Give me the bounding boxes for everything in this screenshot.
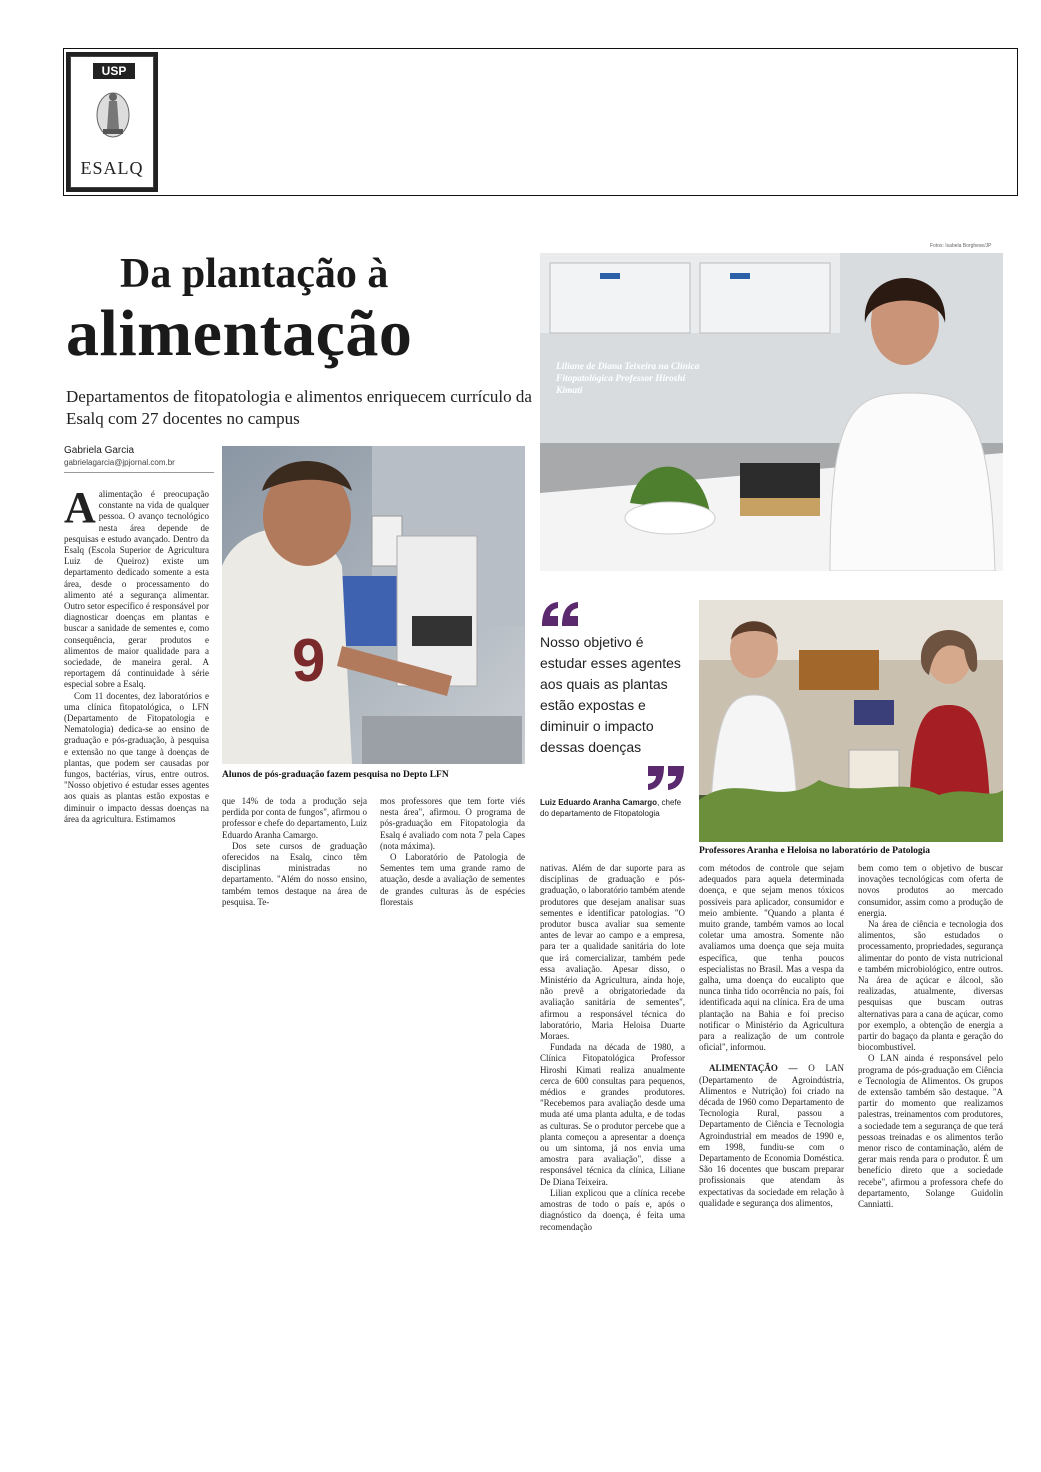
article-paragraph: com métodos de controle que sejam adequados para aquela determinada doença, e que sejam menos tóxicos possíveis para aplicador, consumidor e meio ambiente. "Quando a planta é muito grande, também vamos ao local coletar uma amostra. Somente não avaliamos uma doença que seja muita específica, que tenha poucos especialistas no Brasil. Mas a vespa da galha, uma doença do eucalipto que nunca tinha tido ocorrência no país, foi identificada aqui na clínica. Era de uma plantação na Bahia e foi preciso notificar o Ministério da Agricultura para a realização de um controle oficial", informou. [699,863,844,1053]
esalq-logo [66,52,158,192]
article-paragraph: Na área de ciência e tecnologia dos alimentos, são estudados o processamento, propriedades, segurança alimentar do ponto de vista nutricional e também microbiológico, entre outros. Na área de açúcar e álcool, são realizadas, atualmente, diversas pesquisas que buscam outras alternativas para a cana de açúcar, como por exemplo, a obtenção de energia a partir do bagaço da planta e geração do biocombustível. [858,919,1003,1053]
article-paragraph: bem como tem o objetivo de buscar inovações tecnológicas com oferta de novos produtos ao mercado consumidor, assim como a produção de energia. [858,863,1003,918]
svg-text:9: 9 [292,627,326,694]
lab-photo-caption: Liliane de Diana Teixeira na Clínica Fitopatológica Professor Hiroshi Kimati [556,362,700,396]
drop-cap: A [64,483,96,532]
article-paragraph: Aalimentação é preocupação constante na vida de qualquer pessoa. O avanço tecnológico nesta área depende de pesquisas e estudo avançado. Dentro da Esalq (Escola Superior de Agricultura Luiz de Queiroz) existe um departamento dedicado somente a esta área, desde o processamento do alimento até a segurança alimentar. Outro setor específico é responsável por diagnosticar doenças em plantas e buscar a sanidade de sementes e, como consequência, gerar produtos e alimentos de maior qualidade para a sociedade, de maneira geral. A reportagem dá continuidade à série especial sobre a Esalq. [64,483,209,690]
article-column-5 [699,863,844,1209]
subtitle: Departamentos de fitopatologia e alimentos enriquecem currículo da Esalq com 27 docentes no campus [66,387,532,428]
photo-credit: Fotos: Isabela Borghese/JP [930,243,992,249]
microscope-photo-caption: Alunos de pós-graduação fazem pesquisa no Depto LFN [222,770,449,780]
article-paragraph: mos professores que tem forte viés nesta área", afirmou. O programa de pós-graduação em Fitopatologia da Esalq é avaliado com nota 7 pela Capes (nota máxima). [380,796,525,851]
pull-quote: Nosso objetivo é estudar esses agentes aos quais as plantas estão expostas e diminuir o impacto dessas doenças [540,634,681,755]
article-paragraph: Lilian explicou que a clínica recebe amostras de todo o país e, após o diagnóstico da doença, é feita uma recomendação [540,1187,685,1232]
article-paragraph: que 14% de toda a produção seja perdida por conta de fungos", afirmou o professor e chefe do departamento, Luiz Eduardo Aranha Camargo. [222,796,367,840]
statue-emblem-icon [95,83,131,143]
headline-line-2: alimentação [66,297,413,370]
byline [64,445,214,473]
article-paragraph: Dos sete cursos de graduação oferecidos na Esalq, cinco têm disciplinas ministradas no departamento. "Além do nosso ensino, também temos destaque na área de pesquisa. Te- [222,840,367,907]
headline-line-1: Da plantação à [120,251,389,297]
article-paragraph: O LAN ainda é responsável pelo programa de pós-graduação em Ciência e Tecnologia de Alimentos. Os grupos de extensão também são destaque. "A partir do momento que realizamos palestras, treinamentos com produtores, a sociedade tem a segurança de que terá pessoas treinadas e os alimentos terão menor risco de contaminação, além de gerar mais renda para o produtor. É um benefício direto que a sociedade recebe", afirmou a professora chefe do departamento, Solange Guidolin Canniatti. [858,1053,1003,1210]
section-heading: ALIMENTAÇÃO — [709,1063,798,1074]
logo-usp-text: USP [93,63,135,79]
article-paragraph: Fundada na década de 1980, a Clínica Fitopatológica Professor Hiroshi Kimati realiza anualmente cerca de 600 consultas para pequenos, médios e grandes produtores. "Recebemos para avaliação desde uma muda até uma planta adulta, e de todas as culturas. Se o produtor percebe que a planta começou a apresentar a doença ou um sintoma, já nos envia uma amostra para avaliação", disse a responsável técnica da clínica, Liliane De Diana Teixeira. [540,1042,685,1187]
article-paragraph: nativas. Além de dar suporte para as disciplinas de graduação e pós-graduação, o laboratório também atende produtores que desejam analisar suas sementes e identificar patologias. "O produtor busca avaliar sua semente antes de levar ao campo e a empresa, para ter a qualidade sanitária do lote que irá comercializar, também pede essa avaliação. Apesar disso, o Ministério da Agricultura, ainda hoje, não prevê a obrigatoriedade da avaliação sanitária de sementes", afirmou a responsável técnica do laboratório, Maria Heloisa Duarte Moraes. [540,863,685,1042]
article-column-3 [380,796,525,908]
article-column-4 [540,863,685,1233]
article-paragraph: Com 11 docentes, dez laboratórios e uma clínica fitopatológica, o LFN (Departamento de Fitopatologia e Nematologia) dedica-se ao ensino de graduação e pós-graduação, à pesquisa e extensão no que tange à doenças de plantas, que podem ser causadas por fungos, bactérias, vírus, entre outros. "Nosso objetivo é estudar esses agentes aos quais as plantas estão expostas e diminuir o impacto dessas doenças na área da agricultura. Estimamos [64,690,209,824]
professors-photo [699,600,1003,842]
article-column-6 [858,863,1003,1210]
article-paragraph: O Laboratório de Patologia de Sementes tem uma grande ramo de atuação, desde a avaliação de sementes de grandes culturas às de espécies florestais [380,852,525,907]
author-name: Gabriela Garcia [64,445,135,456]
article-column-2 [222,796,367,908]
logo-esalq-text: ESALQ [80,158,144,178]
professors-photo-caption: Professores Aranha e Heloisa no laboratório de Patologia [699,846,931,856]
quote-open-icon [540,600,582,628]
quote-close-icon [644,764,686,792]
quote-attribution [540,797,690,819]
article-paragraph: ALIMENTAÇÃO — O LAN (Departamento de Agroindústria, Alimentos e Nutrição) foi criado na década de 1960 como Departamento de Tecnologia Rural, passou a Departamento de Ciência e Tecnologia Agroindustrial em meados de 1990 e, em 1998, fundiu-se com o Departamento de Economia Doméstica. São 16 docentes que buscam preparar profissionais que atendam às expectativas da sociedade em relação à qualidade e segurança dos alimentos, [699,1063,844,1208]
lab-photo [540,253,1003,571]
masthead-box [63,48,1018,196]
microscope-photo [222,446,525,764]
article-column-1 [64,483,209,825]
quote-author-name: Luiz Eduardo Aranha Camargo [540,798,658,807]
quote-author-role: , chefe do departamento de Fitopatologia [540,798,682,818]
author-email: gabrielagarcia@jpjornal.com.br [64,458,175,467]
